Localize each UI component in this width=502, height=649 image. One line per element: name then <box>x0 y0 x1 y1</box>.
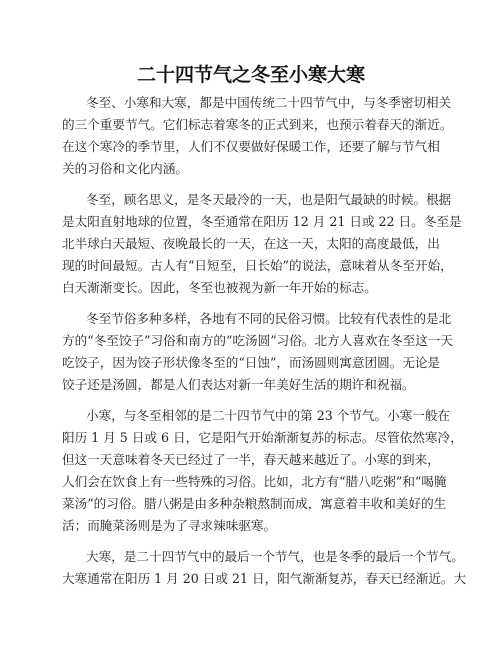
paragraph-line: 人们会在饮食上有一些特殊的习俗。比如，北方有“腊八吃粥”和“喝腌 <box>62 474 447 489</box>
paragraph-line: 饺子还是汤圆，都是人们表达对新一年美好生活的期许和祝福。 <box>62 377 415 392</box>
paragraph-line: 的三个重要节气。它们标志着寒冬的正式到来，也预示着春天的渐近。 <box>62 117 453 132</box>
paragraph-line: 现的时间最短。古人有“日短至，日长始”的说法，意味着从冬至开始， <box>62 258 453 273</box>
paragraph-line: 冬至、小寒和大寒，都是中国传统二十四节气中，与冬季密切相关 <box>86 95 452 110</box>
paragraph-line: 小寒，与冬至相邻的是二十四节气中的第 23 个节气。小寒一般在 <box>86 408 451 423</box>
paragraph-line: 冬至节俗多种多样，各地有不同的民俗习惯。比较有代表性的是北 <box>86 311 452 326</box>
paragraph-line: 关的习俗和文化内涵。 <box>62 161 188 176</box>
paragraph-line: 大寒通常在阳历 1 月 20 日或 21 日，阳气渐渐复苏，春天已经渐近。大 <box>62 571 467 586</box>
paragraph-line: 冬至，顾名思义，是冬天最冷的一天，也是阳气最缺的时候。根据 <box>86 192 452 207</box>
paragraph-line: 方的“冬至饺子”习俗和南方的“吃汤圆”习俗。北方人喜欢在冬至这一天 <box>62 333 453 348</box>
document-title: 二十四节气之冬至小寒大寒 <box>136 64 365 86</box>
paragraph-line: 在这个寒冷的季节里，人们不仅要做好保暖工作，还要了解与节气相 <box>62 139 440 154</box>
paragraph-line: 活；而腌菜汤则是为了寻求辣味驱寒。 <box>62 518 277 533</box>
paragraph-line: 吃饺子，因为饺子形状像冬至的“日蚀”，而汤圆则寓意团圆。无论是 <box>62 355 441 370</box>
paragraph-line: 菜汤”的习俗。腊八粥是由多种杂粮熬制而成，寓意着丰收和美好的生 <box>62 496 447 511</box>
paragraph-line: 阳历 1 月 5 日或 6 日，它是阳气开始渐渐复苏的标志。尽管依然寒冷， <box>62 430 463 445</box>
paragraph-line: 是太阳直射地球的位置，冬至通常在阳历 12 月 21 日或 22 日。冬至是 <box>62 214 462 229</box>
paragraph-line: 大寒，是二十四节气中的最后一个节气，也是冬季的最后一个节气。 <box>86 549 464 564</box>
paragraph-line: 但这一天意味着冬天已经过了一半，春天越来越近了。小寒的到来， <box>62 452 440 467</box>
paragraph-line: 北半球白天最短、夜晚最长的一天，在这一天，太阳的高度最低，出 <box>62 236 440 251</box>
paragraph-line: 白天渐渐变长。因此，冬至也被视为新一年开始的标志。 <box>62 280 377 295</box>
